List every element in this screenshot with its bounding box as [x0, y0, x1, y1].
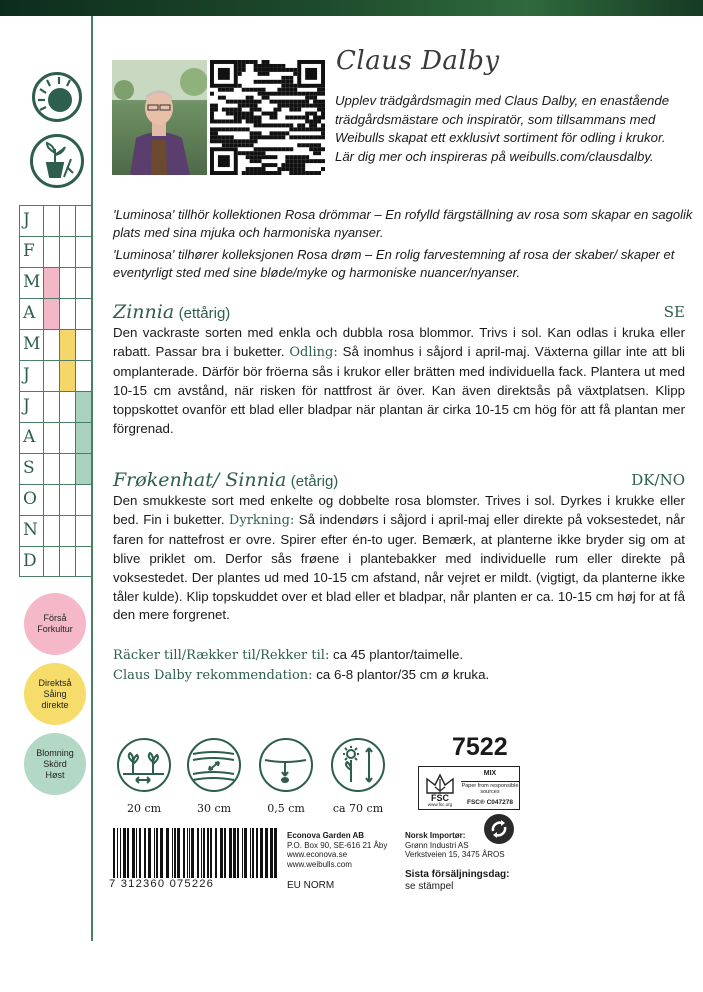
sales-date — [405, 869, 509, 893]
row-distance-icon — [117, 738, 171, 792]
legend-label: Skörd — [43, 758, 67, 769]
month-letter: F — [23, 241, 35, 261]
section-body-se — [113, 324, 685, 438]
recycle-icon — [484, 814, 514, 844]
legend-label: direkte — [41, 699, 69, 710]
plant-distance — [184, 738, 244, 815]
calendar-month-row — [19, 267, 91, 298]
collection-text-dk: 'Luminosa' tilhører kolleksjonen Rosa drøm – En rolig farvestemning af rosa der skaber/ skaper et eventyrligt sted med sine bløde/myke og harmoniske nuancer/nyanser. — [113, 247, 675, 280]
legend-sow-indoor — [24, 593, 86, 655]
month-letter: A — [23, 427, 36, 447]
fsc-label — [418, 766, 520, 810]
eu-norm: EU NORM — [287, 880, 335, 891]
company-name: Econova Garden AB — [287, 831, 365, 840]
row-distance — [114, 738, 174, 815]
fsc-mix: MIX — [483, 770, 497, 777]
month-letter: D — [23, 551, 37, 571]
calendar-month-row — [19, 329, 91, 360]
recommendation-label: Claus Dalby rekommendation: — [113, 667, 313, 683]
spacing-label: 30 cm — [196, 802, 232, 815]
section-subtitle: (etårig) — [290, 473, 339, 490]
calendar-month-row — [19, 298, 91, 329]
legend-label: Forkultur — [37, 624, 73, 634]
barcode-number: 7 312360 075226 — [109, 878, 215, 890]
month-letter: M — [23, 272, 41, 292]
signature: Claus Dalby — [336, 46, 500, 76]
legend-label: Blomning — [36, 747, 74, 758]
section-body-dk — [113, 492, 685, 625]
fsc-site: www.fsc.org — [427, 802, 453, 807]
month-letter: N — [23, 520, 38, 540]
month-letter: O — [23, 489, 37, 509]
month-letter: S — [23, 458, 35, 478]
article-number: 7522 — [452, 733, 508, 761]
body-text: Den smukkeste sort med enkelte og dobbelte rosa blomster. Trives i sol. Dyrkes i krukke eller bed. Fin i buketter. — [113, 493, 685, 527]
fsc-text — [461, 770, 519, 806]
calendar-month-row — [19, 515, 91, 546]
calendar-month-row — [19, 453, 91, 484]
calendar-month-row — [19, 205, 91, 236]
calendar-month-row — [19, 391, 91, 422]
container-plant-icon — [30, 134, 84, 188]
company-address — [287, 831, 387, 869]
body-text: Den vackraste sorten med enkla och dubbla rosa blommor. Trivs i sol. Kan odlas i kruka eller rabatt. Passar bra i buketter. — [113, 325, 685, 359]
fsc-tree-icon — [423, 771, 457, 807]
qr-code[interactable] — [210, 60, 325, 175]
yield-value: ca 45 plantor/taimelle. — [329, 647, 464, 662]
calendar-month-row — [19, 236, 91, 267]
calendar-month-row — [19, 546, 91, 577]
intro-text: Upplev trädgårdsmagin med Claus Dalby, en enastående trädgårdsmästare och inspiratör, som tillsammans med Weibulls skapat ett exklusivt sortiment för odling i krukor. Lär dig mer och inspireras på weibulls.com/clausdalby. — [335, 93, 670, 164]
sidebar-divider — [91, 16, 93, 941]
sales-date-value: se stämpel — [405, 881, 454, 892]
spacing-label: 20 cm — [126, 802, 162, 815]
plant-height-icon — [331, 738, 385, 792]
sowing-calendar — [19, 205, 91, 577]
sowing-depth — [256, 738, 316, 815]
month-letter: J — [23, 210, 30, 230]
legend-label: Såing — [43, 688, 67, 699]
section-heading-dk — [113, 469, 685, 491]
month-letter: M — [23, 334, 41, 354]
language-code: SE — [663, 303, 685, 321]
calendar-month-row — [19, 360, 91, 391]
spacing-label: 0,5 cm — [267, 802, 305, 815]
company-website[interactable]: www.weibulls.com — [287, 859, 352, 869]
month-letter: A — [23, 303, 36, 323]
company-website[interactable]: www.econova.se — [287, 850, 348, 859]
fsc-description: Paper from responsible sources — [461, 782, 519, 795]
top-banner — [0, 0, 703, 16]
spacing-label: ca 70 cm — [332, 802, 384, 815]
legend-label: Direktså — [38, 677, 72, 688]
company-line: P.O. Box 90, SE-616 21 Åby — [287, 840, 388, 850]
importer-line: Grønn Industri AS — [405, 840, 469, 850]
language-code: DK/NO — [631, 471, 685, 489]
calendar-month-row — [19, 484, 91, 515]
body-text: Så inomhus i såjord i april-maj. Växterna gillar inte att bli omplanterade. Därför bör fröerna sås i krukor eller brätten med individuella fack. Plantera ut med 10-15 cm avstånd, när risken för nattfrost är över. Kan även direktsås på växtplatsen. Klipp toppskottet ovanför ett blad eller bladpar när plantan är cirka 10-15 cm hög för att få plantan mer förgrenad. — [113, 343, 685, 436]
month-letter: J — [23, 396, 30, 416]
legend-sow-direct — [24, 663, 86, 725]
keyword: Dyrkning: — [228, 512, 295, 528]
legend-bloom — [24, 733, 86, 795]
section-heading-se — [113, 301, 685, 323]
collection-text-sv: 'Luminosa' tillhör kollektionen Rosa drömmar – En rofylld färgställning av rosa som skapar en sagolik plats med sina mjuka och harmoniska nyanser. — [113, 207, 693, 240]
section-title: Zinnia — [113, 301, 175, 323]
sowing-depth-icon — [259, 738, 313, 792]
legend-label: Förså — [43, 613, 67, 623]
body-text: Så indendørs i såjord i april-maj eller direkte på voksestedet, når faren for nattefrost er ovre. Spirer efter én-to uger. Bemærk, at planterne ikke bryder sig om at blive priklet om. Derfor sås frøene i plantebakker med individuelle rum eller direkte på voksestedet. Der plantes ud med 10-15 cm afstand, når vejret er mildt. (vigtigt, da planterne ikke tåler kulde). Klip topskuddet over et blad eller et bladpar, når planten er ca. 10-15 cm høj for at få den mere forgrenet. — [113, 511, 685, 623]
recommendation-value: ca 6-8 plantor/35 cm ø kruka. — [312, 666, 490, 682]
yield-label: Räcker till/Rækker til/Rekker til: — [113, 648, 330, 663]
importer-title: Norsk Importør: — [405, 831, 466, 840]
sun-icon — [32, 72, 82, 122]
barcode — [107, 828, 282, 878]
claus-dalby-photo — [112, 60, 207, 175]
plant-height — [328, 738, 388, 815]
section-subtitle: (ettårig) — [178, 305, 231, 322]
month-letter: J — [23, 365, 30, 385]
plant-distance-icon — [187, 738, 241, 792]
importer-line: Verkstveien 15, 3475 ÅROS — [405, 850, 505, 859]
fsc-code: FSC® C047278 — [467, 798, 513, 806]
sales-date-title: Sista försäljningsdag: — [405, 869, 510, 880]
keyword: Odling: — [289, 344, 338, 360]
legend-label: Høst — [45, 769, 65, 780]
fsc-brand: FSC — [431, 793, 449, 803]
section-title: Frøkenhat/ Sinnia — [113, 469, 287, 491]
calendar-month-row — [19, 422, 91, 453]
yield-info — [113, 646, 693, 686]
